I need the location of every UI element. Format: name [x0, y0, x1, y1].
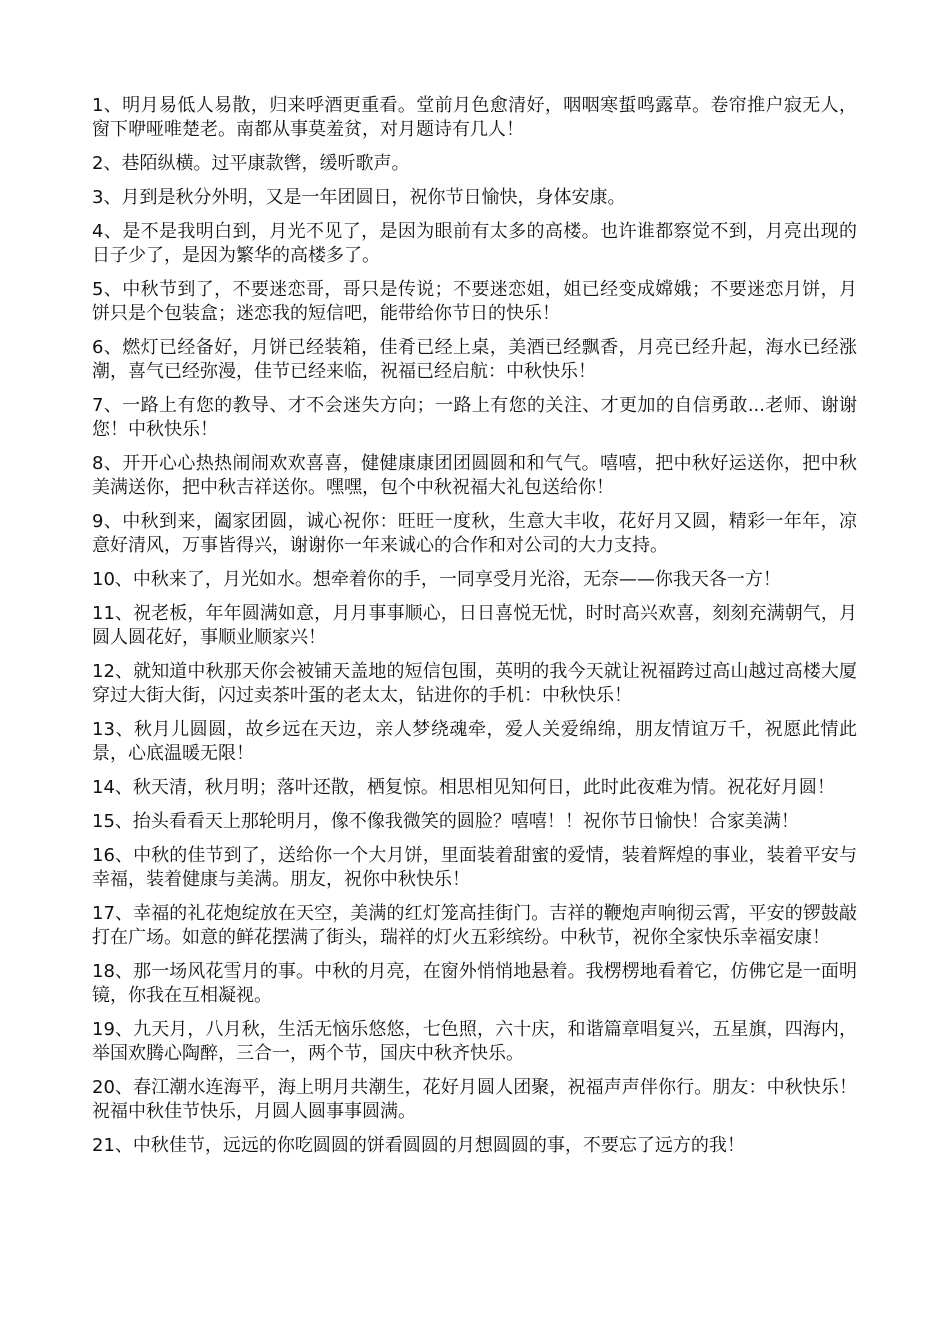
blessing-entry-11: 11、祝老板，年年圆满如意，月月事事顺心，日日喜悦无忧，时时高兴欢喜，刻刻充满朝气，月圆人圆花好，事顺业顺家兴！	[92, 603, 857, 648]
blessing-entry-16: 16、中秋的佳节到了，送给你一个大月饼，里面装着甜蜜的爱情，装着辉煌的事业，装着平安与幸福，装着健康与美满。朋友，祝你中秋快乐！	[92, 845, 857, 890]
blessing-entry-1: 1、明月易低人易散，归来呼酒更重看。堂前月色愈清好，咽咽寒蜇鸣露草。卷帘推户寂无人，窗下咿哑唯楚老。南都从事莫羞贫，对月题诗有几人！	[92, 95, 857, 140]
blessing-entry-10: 10、中秋来了，月光如水。想牵着你的手，一同享受月光浴，无奈——你我天各一方！	[92, 569, 781, 590]
blessing-entry-19: 19、九天月，八月秋，生活无恼乐悠悠，七色照，六十庆，和谐篇章唱复兴，五星旗，四海内，举国欢腾心陶醉，三合一，两个节，国庆中秋齐快乐。	[92, 1019, 857, 1064]
blessing-entry-9: 9、中秋到来，阖家团圆，诚心祝你：旺旺一度秋，生意大丰收，花好月又圆，精彩一年年，凉意好清风，万事皆得兴，谢谢你一年来诚心的合作和对公司的大力支持。	[92, 511, 857, 556]
blessing-entry-20: 20、春江潮水连海平，海上明月共潮生，花好月圆人团聚，祝福声声伴你行。朋友：中秋快乐！祝福中秋佳节快乐，月圆人圆事事圆满。	[92, 1077, 857, 1122]
blessing-entry-7: 7、一路上有您的教导、才不会迷失方向；一路上有您的关注、才更加的自信勇敢...老师、谢谢您！中秋快乐！	[92, 395, 857, 440]
blessing-entry-18: 18、那一场风花雪月的事。中秋的月亮，在窗外悄悄地悬着。我楞楞地看着它，仿佛它是一面明镜，你我在互相凝视。	[92, 961, 857, 1006]
blessing-entry-17: 17、幸福的礼花炮绽放在天空，美满的红灯笼高挂街门。吉祥的鞭炮声响彻云霄，平安的锣鼓敲打在广场。如意的鲜花摆满了街头，瑞祥的灯火五彩缤纷。中秋节，祝你全家快乐幸福安康！	[92, 903, 857, 948]
blessing-entry-3: 3、月到是秋分外明，又是一年团圆日，祝你节日愉快，身体安康。	[92, 187, 626, 208]
blessing-entry-5: 5、中秋节到了，不要迷恋哥，哥只是传说；不要迷恋姐，姐已经变成嫦娥；不要迷恋月饼，月饼只是个包装盒；迷恋我的短信吧，能带给你节日的快乐！	[92, 279, 857, 324]
blessing-entry-15: 15、抬头看看天上那轮明月，像不像我微笑的圆脸？嘻嘻！！祝你节日愉快！合家美满！	[92, 811, 799, 832]
blessing-entry-12: 12、就知道中秋那天你会被铺天盖地的短信包围，英明的我今天就让祝福跨过高山越过高楼大厦穿过大街大街，闪过卖茶叶蛋的老太太，钻进你的手机：中秋快乐！	[92, 661, 857, 706]
blessing-entry-8: 8、开开心心热热闹闹欢欢喜喜，健健康康团团圆圆和和气气。嘻嘻，把中秋好运送你，把中秋美满送你，把中秋吉祥送你。嘿嘿，包个中秋祝福大礼包送给你！	[92, 453, 857, 498]
document-page	[92, 94, 857, 1168]
blessing-entry-14: 14、秋天清，秋月明；落叶还散，栖复惊。相思相见知何日，此时此夜难为情。祝花好月圆！	[92, 777, 835, 798]
blessing-entry-21: 21、中秋佳节，远远的你吃圆圆的饼看圆圆的月想圆圆的事，不要忘了远方的我！	[92, 1135, 745, 1156]
blessing-entry-13: 13、秋月儿圆圆，故乡远在天边，亲人梦绕魂牵，爱人关爱绵绵，朋友情谊万千，祝愿此情此景，心底温暖无限！	[92, 719, 857, 764]
blessing-entry-6: 6、燃灯已经备好，月饼已经装箱，佳肴已经上桌，美酒已经飘香，月亮已经升起，海水已经涨潮，喜气已经弥漫，佳节已经来临，祝福已经启航：中秋快乐！	[92, 337, 857, 382]
blessing-entry-4: 4、是不是我明白到，月光不见了，是因为眼前有太多的高楼。也许谁都察觉不到，月亮出现的日子少了，是因为繁华的高楼多了。	[92, 221, 857, 266]
blessing-entry-2: 2、巷陌纵横。过平康款辔，缓听歌声。	[92, 153, 410, 174]
